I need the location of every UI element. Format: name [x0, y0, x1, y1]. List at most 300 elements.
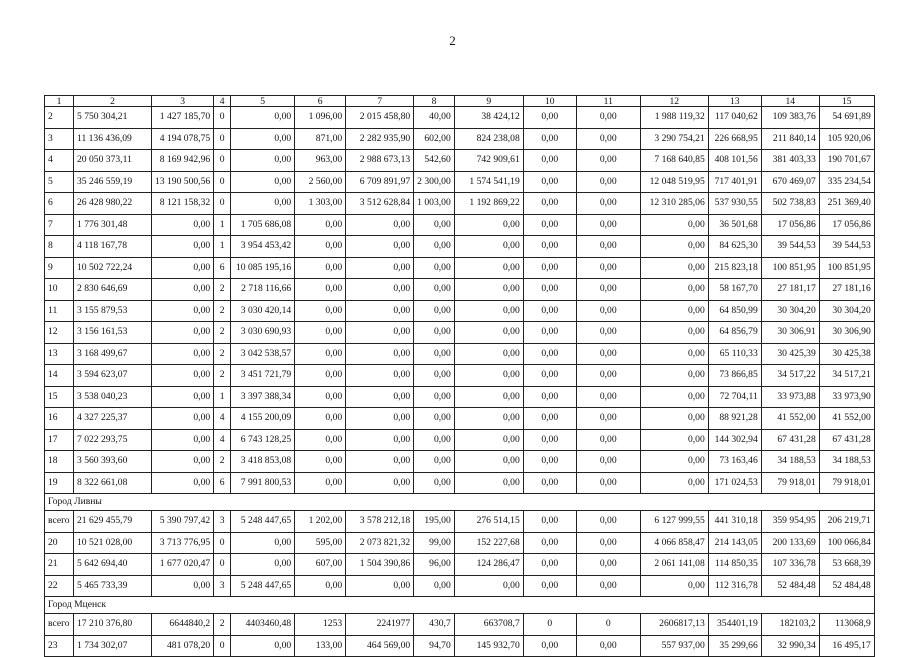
- table-cell: 27 181,16: [819, 279, 874, 301]
- table-cell: 10 502 722,24: [74, 257, 152, 279]
- section-row: [45, 494, 875, 511]
- table-cell: 0,00: [576, 236, 640, 258]
- table-cell: 502 738,83: [761, 193, 819, 215]
- table-cell: 52 484,48: [819, 575, 874, 597]
- table-cell: 144 302,94: [708, 429, 761, 451]
- table-cell: 0,00: [454, 575, 523, 597]
- table-row: [45, 107, 875, 129]
- table-cell: 1: [214, 214, 231, 236]
- table-cell: 64 850,99: [708, 300, 761, 322]
- table-cell: 39 544,53: [819, 236, 874, 258]
- table-cell: 0: [214, 532, 231, 554]
- table-cell: 0,00: [231, 532, 295, 554]
- table-cell: 84 625,30: [708, 236, 761, 258]
- table-cell: 0,00: [231, 635, 295, 657]
- table-cell: 0,00: [414, 429, 455, 451]
- header-cell: 9: [454, 96, 523, 107]
- header-cell: 5: [231, 96, 295, 107]
- table-cell: 0,00: [640, 257, 708, 279]
- table-cell: 13 190 500,56: [152, 171, 214, 193]
- table-cell: 276 514,15: [454, 511, 523, 533]
- table-cell: 0,00: [523, 532, 576, 554]
- table-cell: 21 629 455,79: [74, 511, 152, 533]
- table-cell: 1 096,00: [295, 107, 346, 129]
- header-cell: 14: [761, 96, 819, 107]
- table-cell: 557 937,00: [640, 635, 708, 657]
- table-cell: 12: [45, 322, 74, 344]
- table-cell: 0,00: [346, 343, 414, 365]
- table-cell: 0,00: [295, 429, 346, 451]
- table-cell: 0,00: [152, 322, 214, 344]
- table-cell: 0,00: [640, 300, 708, 322]
- table-cell: 3 418 853,08: [231, 451, 295, 473]
- table-cell: 33 973,88: [761, 386, 819, 408]
- table-cell: 15: [45, 386, 74, 408]
- table-cell: 3 168 499,67: [74, 343, 152, 365]
- table-cell: 3 538 040,23: [74, 386, 152, 408]
- table-cell: 8 169 942,96: [152, 150, 214, 172]
- table-cell: 0,00: [295, 300, 346, 322]
- table-cell: 17 210 376,80: [74, 614, 152, 636]
- table-cell: 0,00: [523, 322, 576, 344]
- table-cell: 2: [214, 279, 231, 301]
- table-cell: 0,00: [152, 365, 214, 387]
- table-cell: 0,00: [414, 236, 455, 258]
- section-label: Город Мценск: [45, 597, 875, 614]
- table-cell: 0,00: [295, 214, 346, 236]
- table-cell: 0,00: [152, 386, 214, 408]
- table-cell: 32 990,34: [761, 635, 819, 657]
- table-cell: 0,00: [454, 408, 523, 430]
- table-cell: 2 073 821,32: [346, 532, 414, 554]
- table-cell: 0,00: [295, 451, 346, 473]
- table-cell: 54 691,89: [819, 107, 874, 129]
- table-cell: 2: [214, 451, 231, 473]
- table-cell: 9: [45, 257, 74, 279]
- header-cell: 2: [74, 96, 152, 107]
- table-cell: 0,00: [576, 257, 640, 279]
- table-cell: 34 188,53: [761, 451, 819, 473]
- table-cell: 0,00: [454, 386, 523, 408]
- table-row: [45, 408, 875, 430]
- table-cell: 0,00: [346, 408, 414, 430]
- table-cell: 11 136 436,09: [74, 128, 152, 150]
- table-cell: 36 501,68: [708, 214, 761, 236]
- table-cell: 5: [45, 171, 74, 193]
- header-cell: 7: [346, 96, 414, 107]
- table-cell: 2 300,00: [414, 171, 455, 193]
- header-cell: 4: [214, 96, 231, 107]
- table-cell: 0: [214, 193, 231, 215]
- table-cell: 12 048 519,95: [640, 171, 708, 193]
- table-cell: 0,00: [523, 128, 576, 150]
- table-cell: 0,00: [576, 575, 640, 597]
- table-cell: 0,00: [295, 343, 346, 365]
- table-cell: 0,00: [346, 365, 414, 387]
- table-cell: 17 056,86: [819, 214, 874, 236]
- table-cell: 23: [45, 635, 74, 657]
- table-cell: 152 227,68: [454, 532, 523, 554]
- table-cell: 0,00: [414, 257, 455, 279]
- table-cell: 19: [45, 472, 74, 494]
- table-cell: 0,00: [295, 257, 346, 279]
- table-cell: 430,7: [414, 614, 455, 636]
- table-cell: 0,00: [454, 236, 523, 258]
- header-cell: 1: [45, 96, 74, 107]
- table-cell: 0,00: [523, 193, 576, 215]
- table-cell: 4 066 858,47: [640, 532, 708, 554]
- table-cell: 0,00: [152, 279, 214, 301]
- table-cell: 27 181,17: [761, 279, 819, 301]
- table-cell: 0,00: [523, 554, 576, 576]
- table-cell: 4 194 078,75: [152, 128, 214, 150]
- table-cell: 1 303,00: [295, 193, 346, 215]
- table-cell: 64 856,79: [708, 322, 761, 344]
- table-cell: 0,00: [523, 429, 576, 451]
- table-cell: 670 469,07: [761, 171, 819, 193]
- table-cell: 133,00: [295, 635, 346, 657]
- table-cell: 0,00: [152, 429, 214, 451]
- table-cell: 542,60: [414, 150, 455, 172]
- table-row: [45, 300, 875, 322]
- table-cell: 35 299,66: [708, 635, 761, 657]
- table-cell: 0,00: [454, 214, 523, 236]
- table-cell: 2241977: [346, 614, 414, 636]
- table-cell: 6644840,2: [152, 614, 214, 636]
- table-cell: 30 304,20: [761, 300, 819, 322]
- table-cell: 8 322 661,08: [74, 472, 152, 494]
- table-cell: 99,00: [414, 532, 455, 554]
- table-cell: 0: [523, 614, 576, 636]
- table-cell: 3 713 776,95: [152, 532, 214, 554]
- table-cell: 3 042 538,57: [231, 343, 295, 365]
- table-cell: 1 192 869,22: [454, 193, 523, 215]
- table-cell: 30 425,39: [761, 343, 819, 365]
- table-cell: 0,00: [454, 451, 523, 473]
- header-cell: 8: [414, 96, 455, 107]
- table-row: [45, 171, 875, 193]
- table-cell: 0,00: [523, 279, 576, 301]
- table-cell: 117 040,62: [708, 107, 761, 129]
- table-cell: 0,00: [576, 554, 640, 576]
- table-row: [45, 343, 875, 365]
- table-cell: 6 709 891,97: [346, 171, 414, 193]
- table-cell: 0,00: [346, 257, 414, 279]
- table-cell: 0,00: [231, 554, 295, 576]
- table-cell: 0,00: [295, 575, 346, 597]
- table-cell: 18: [45, 451, 74, 473]
- table-cell: 0,00: [295, 279, 346, 301]
- table-cell: 94,70: [414, 635, 455, 657]
- table-cell: 67 431,28: [819, 429, 874, 451]
- table-cell: 0,00: [576, 365, 640, 387]
- table-cell: 0: [214, 107, 231, 129]
- header-cell: 12: [640, 96, 708, 107]
- table-cell: 105 920,06: [819, 128, 874, 150]
- table-cell: 0,00: [576, 128, 640, 150]
- table-cell: 4: [45, 150, 74, 172]
- table-cell: 0: [214, 635, 231, 657]
- table-cell: 0,00: [576, 322, 640, 344]
- table-row: [45, 193, 875, 215]
- table-cell: 0,00: [523, 214, 576, 236]
- table-cell: 7 991 800,53: [231, 472, 295, 494]
- table-cell: 0,00: [295, 472, 346, 494]
- table-cell: 0,00: [414, 451, 455, 473]
- table-cell: 0,00: [523, 300, 576, 322]
- table-cell: 0,00: [576, 107, 640, 129]
- table-cell: 2 830 646,69: [74, 279, 152, 301]
- table-cell: 4: [214, 408, 231, 430]
- table-cell: 0,00: [640, 575, 708, 597]
- header-cell: 3: [152, 96, 214, 107]
- table-cell: 114 850,35: [708, 554, 761, 576]
- table-cell: 0,00: [295, 322, 346, 344]
- table-cell: 109 383,76: [761, 107, 819, 129]
- table-cell: 1 574 541,19: [454, 171, 523, 193]
- table-cell: 1 504 390,86: [346, 554, 414, 576]
- table-cell: 0,00: [346, 322, 414, 344]
- table-cell: 0,00: [576, 511, 640, 533]
- table-cell: 3: [214, 575, 231, 597]
- table-cell: 1 677 020,47: [152, 554, 214, 576]
- table-cell: 0,00: [523, 171, 576, 193]
- table-cell: 0,00: [414, 472, 455, 494]
- table-row: [45, 236, 875, 258]
- table-cell: 335 234,54: [819, 171, 874, 193]
- table-cell: 38 424,12: [454, 107, 523, 129]
- table-cell: 0,00: [576, 193, 640, 215]
- table-cell: 34 188,53: [819, 451, 874, 473]
- table-cell: 0: [214, 150, 231, 172]
- table-cell: 0,00: [523, 386, 576, 408]
- table-cell: 0,00: [576, 429, 640, 451]
- table-cell: 5 248 447,65: [231, 575, 295, 597]
- table-cell: 2: [214, 614, 231, 636]
- table-cell: 20 050 373,11: [74, 150, 152, 172]
- table-cell: 3 155 879,53: [74, 300, 152, 322]
- table-cell: 3 560 393,60: [74, 451, 152, 473]
- table-cell: 96,00: [414, 554, 455, 576]
- table-cell: 33 973,90: [819, 386, 874, 408]
- table-cell: 1 705 686,08: [231, 214, 295, 236]
- table-cell: 0,00: [346, 575, 414, 597]
- table-cell: 0,00: [152, 451, 214, 473]
- table-cell: 602,00: [414, 128, 455, 150]
- table-cell: 0,00: [454, 343, 523, 365]
- table-cell: 67 431,28: [761, 429, 819, 451]
- table-cell: 22: [45, 575, 74, 597]
- table-cell: 40,00: [414, 107, 455, 129]
- table-cell: 3 030 690,93: [231, 322, 295, 344]
- data-table: [44, 95, 875, 657]
- table-cell: 0,00: [152, 408, 214, 430]
- table-cell: 17: [45, 429, 74, 451]
- table-cell: 4 155 200,09: [231, 408, 295, 430]
- table-cell: 4 118 167,78: [74, 236, 152, 258]
- table-cell: 0,00: [576, 150, 640, 172]
- table-cell: 0,00: [576, 472, 640, 494]
- table-cell: 0,00: [231, 193, 295, 215]
- table-cell: 14: [45, 365, 74, 387]
- table-cell: 1253: [295, 614, 346, 636]
- table-cell: 0: [214, 171, 231, 193]
- table-cell: 0,00: [640, 451, 708, 473]
- table-cell: 5 248 447,65: [231, 511, 295, 533]
- table-cell: 0,00: [152, 236, 214, 258]
- table-cell: 5 642 694,40: [74, 554, 152, 576]
- table-cell: 0,00: [640, 386, 708, 408]
- table-cell: 20: [45, 532, 74, 554]
- table-cell: 0,00: [640, 322, 708, 344]
- table-row: [45, 575, 875, 597]
- table-cell: 0,00: [231, 171, 295, 193]
- table-cell: 16: [45, 408, 74, 430]
- table-cell: 8 121 158,32: [152, 193, 214, 215]
- table-cell: 0,00: [231, 107, 295, 129]
- table-cell: 537 930,55: [708, 193, 761, 215]
- table-cell: 12 310 285,06: [640, 193, 708, 215]
- table-row: [45, 214, 875, 236]
- table-row: [45, 635, 875, 657]
- table-cell: 100 066,84: [819, 532, 874, 554]
- table-cell: 441 310,18: [708, 511, 761, 533]
- table-cell: 214 143,05: [708, 532, 761, 554]
- table-row: [45, 279, 875, 301]
- table-cell: 6: [214, 472, 231, 494]
- table-cell: 0,00: [523, 343, 576, 365]
- table-cell: 5 465 733,39: [74, 575, 152, 597]
- table-cell: 190 701,67: [819, 150, 874, 172]
- table-cell: 3 290 754,21: [640, 128, 708, 150]
- table-cell: 113068,9: [819, 614, 874, 636]
- table-cell: 0,00: [346, 472, 414, 494]
- table-cell: 0,00: [152, 343, 214, 365]
- table-cell: 4 327 225,37: [74, 408, 152, 430]
- table-cell: 2: [214, 343, 231, 365]
- table-cell: 0,00: [346, 429, 414, 451]
- table-cell: 8: [45, 236, 74, 258]
- table-cell: 1 776 301,48: [74, 214, 152, 236]
- table-cell: 871,00: [295, 128, 346, 150]
- table-cell: 30 306,91: [761, 322, 819, 344]
- table-row: [45, 128, 875, 150]
- table-cell: 3 156 161,53: [74, 322, 152, 344]
- header-row: [45, 96, 875, 107]
- table-cell: 359 954,95: [761, 511, 819, 533]
- table-cell: 663708,7: [454, 614, 523, 636]
- table-cell: 2: [214, 365, 231, 387]
- table-cell: 0,00: [576, 171, 640, 193]
- table-cell: 145 932,70: [454, 635, 523, 657]
- table-cell: 16 495,17: [819, 635, 874, 657]
- table-cell: 0,00: [523, 365, 576, 387]
- table-cell: 0: [576, 614, 640, 636]
- table-cell: 251 369,40: [819, 193, 874, 215]
- table-cell: 211 840,14: [761, 128, 819, 150]
- header-cell: 11: [576, 96, 640, 107]
- table-cell: 107 336,78: [761, 554, 819, 576]
- table-cell: всего: [45, 511, 74, 533]
- table-cell: 824 238,08: [454, 128, 523, 150]
- table-cell: 0,00: [576, 343, 640, 365]
- table-row: [45, 554, 875, 576]
- table-cell: 0,00: [346, 214, 414, 236]
- table-cell: 0,00: [152, 214, 214, 236]
- table-cell: 2: [214, 322, 231, 344]
- table-cell: 2: [45, 107, 74, 129]
- table-cell: 171 024,53: [708, 472, 761, 494]
- table-cell: 0,00: [454, 300, 523, 322]
- table-cell: 53 668,39: [819, 554, 874, 576]
- table-cell: 11: [45, 300, 74, 322]
- table-cell: 0,00: [454, 257, 523, 279]
- table-cell: 0,00: [576, 300, 640, 322]
- table-cell: 0,00: [523, 635, 576, 657]
- table-row: [45, 386, 875, 408]
- header-cell: 10: [523, 96, 576, 107]
- table-cell: 0,00: [231, 128, 295, 150]
- table-cell: 200 133,69: [761, 532, 819, 554]
- table-cell: 30 306,90: [819, 322, 874, 344]
- table-row: [45, 365, 875, 387]
- table-cell: 1 734 302,07: [74, 635, 152, 657]
- table-cell: 0,00: [414, 575, 455, 597]
- table-cell: 2 282 935,90: [346, 128, 414, 150]
- table-cell: 0,00: [640, 429, 708, 451]
- table-cell: 464 569,00: [346, 635, 414, 657]
- table-cell: 0,00: [576, 451, 640, 473]
- table-cell: 10 085 195,16: [231, 257, 295, 279]
- table-cell: 0,00: [640, 236, 708, 258]
- table-cell: 226 668,95: [708, 128, 761, 150]
- table-cell: 79 918,01: [819, 472, 874, 494]
- table-cell: 7 168 640,85: [640, 150, 708, 172]
- table-cell: 0,00: [346, 300, 414, 322]
- table-cell: 6: [45, 193, 74, 215]
- table-cell: 0,00: [454, 472, 523, 494]
- table-cell: 17 056,86: [761, 214, 819, 236]
- table-cell: 1 202,00: [295, 511, 346, 533]
- table-cell: 41 552,00: [761, 408, 819, 430]
- table-cell: 88 921,28: [708, 408, 761, 430]
- table-cell: 124 286,47: [454, 554, 523, 576]
- table-cell: 0,00: [576, 532, 640, 554]
- table-cell: 1 988 119,32: [640, 107, 708, 129]
- table-cell: 0: [214, 554, 231, 576]
- table-cell: 2: [214, 300, 231, 322]
- table-cell: 0,00: [346, 279, 414, 301]
- table-cell: 0,00: [295, 236, 346, 258]
- table-cell: 607,00: [295, 554, 346, 576]
- table-cell: 0,00: [414, 408, 455, 430]
- table-cell: 742 909,61: [454, 150, 523, 172]
- table-cell: 3 451 721,79: [231, 365, 295, 387]
- table-cell: 0,00: [454, 429, 523, 451]
- table-cell: 73 866,85: [708, 365, 761, 387]
- table-cell: 354401,19: [708, 614, 761, 636]
- table-cell: 717 401,91: [708, 171, 761, 193]
- table-cell: 100 851,95: [819, 257, 874, 279]
- table-cell: 6 127 999,55: [640, 511, 708, 533]
- table-cell: 3 578 212,18: [346, 511, 414, 533]
- table-cell: 0,00: [414, 279, 455, 301]
- table-cell: 0,00: [640, 472, 708, 494]
- table-cell: 3 594 623,07: [74, 365, 152, 387]
- table-cell: 21: [45, 554, 74, 576]
- table-row: [45, 532, 875, 554]
- table-cell: 7 022 293,75: [74, 429, 152, 451]
